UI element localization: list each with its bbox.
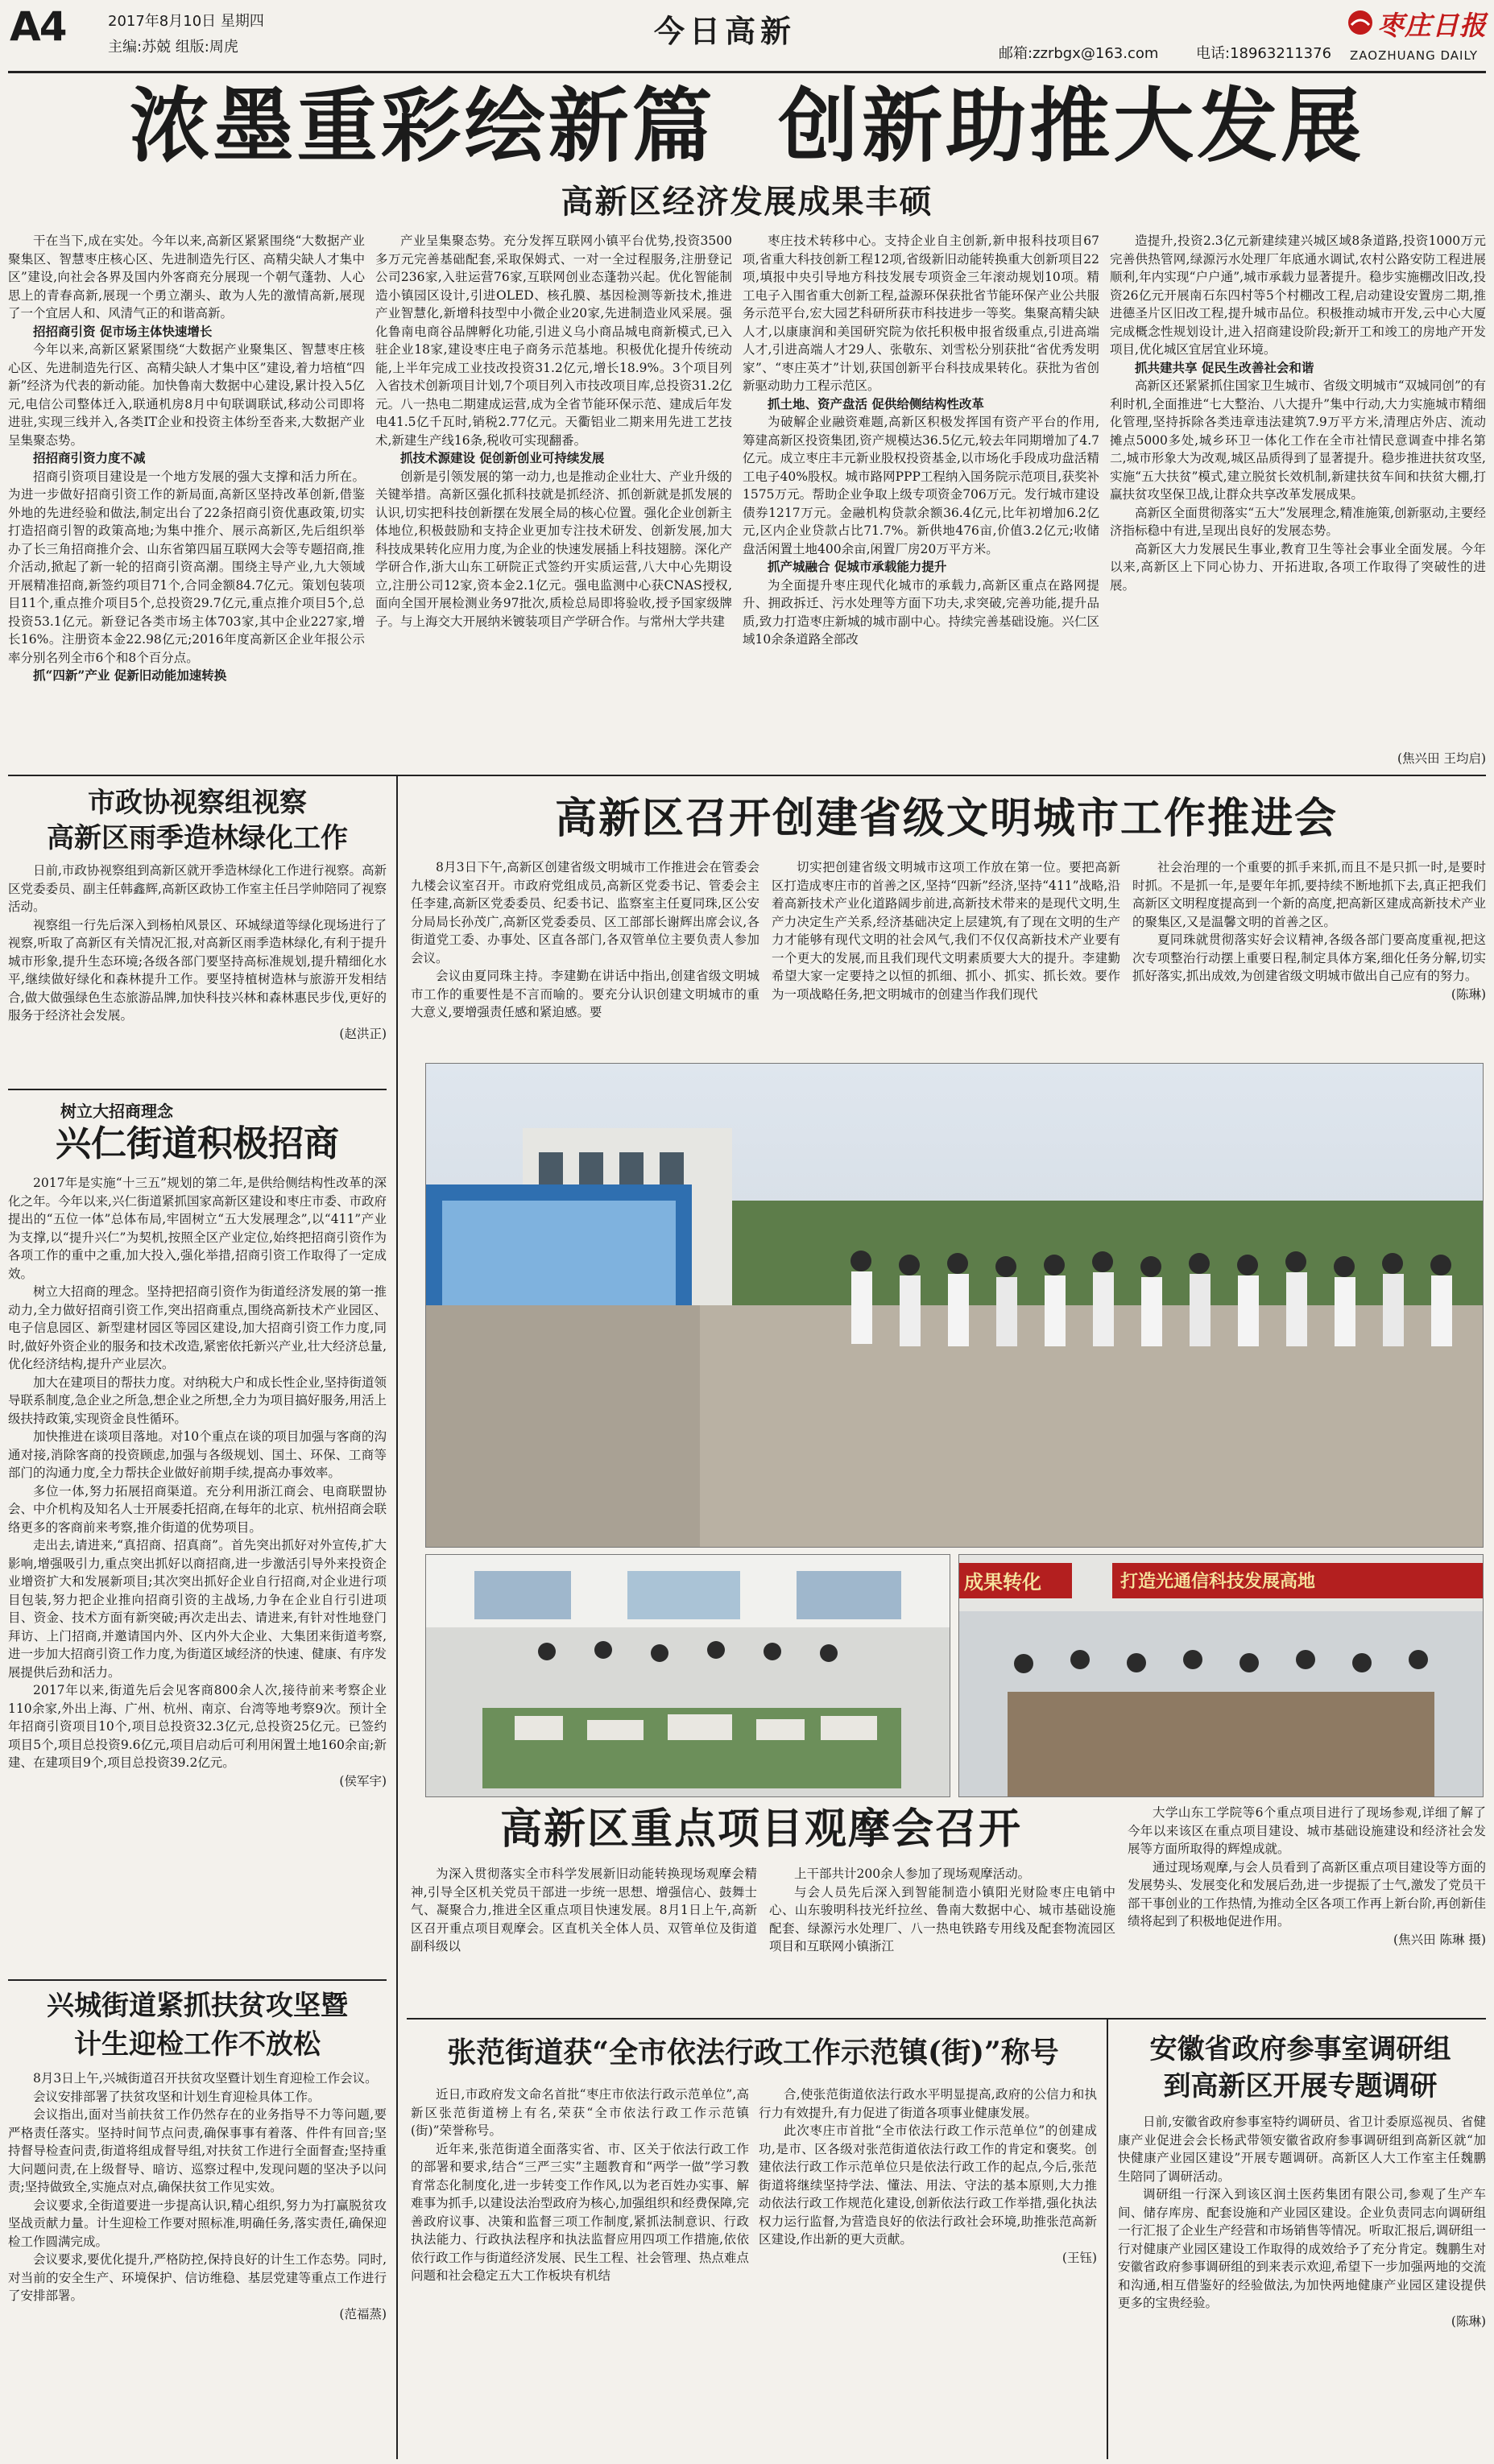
side2-headline: 兴仁街道积极招商 xyxy=(56,1123,339,1164)
masthead-email: 邮箱:zzrbgx@163.com xyxy=(999,45,1159,62)
banner-left-text: 成果转化 xyxy=(964,1570,1041,1594)
projects-col-3: 大学山东工学院等6个重点项目进行了现场参观,详细了解了今年以来该区在重点项目建设、城市基础设施建设和经济社会发展等方面所取得的辉煌成就。 通过现场观摩,与会人员看到了高新区重点项目建设等方面的发展势头、发展变化和发展后劲,进一步提振了士气,激发了党员干部干事创业的工作热情,为推动全区各项工作再上新台阶,再创新佳绩将起到了积极地促进作用。 (焦兴田 陈琳 摄) xyxy=(1128,1805,1486,1947)
lead-author: (焦兴田 王均启) xyxy=(1397,751,1486,766)
side2-divider xyxy=(8,1979,387,1981)
sun-logo-icon xyxy=(1347,9,1374,36)
meeting-col-1: 8月3日下午,高新区创建省级文明城市工作推进会在管委会九楼会议室召开。市政府党组成员,高新区党委书记、管委会主任李建,高新区党委委员、纪委书记、监察室主任夏同珠,区公安分局局长孙茂广,高新区党委委员、区工部部长谢辉出席会议,各街道党工委、办事处、区直各部门,各双管单位主要负责人参加会议。 会议由夏同珠主持。李建勤在讲话中指出,创建省级文明城市工作的重要性是不言而喻的。要充分认识创建文明城市的重大意义,要增强责任感和紧迫感。要 xyxy=(411,860,759,1019)
site-visit-photo xyxy=(425,1063,1484,1548)
meeting-headline: 高新区召开创建省级文明城市工作推进会 xyxy=(554,794,1338,843)
side3-headline-1: 兴城街道紧抓扶贫攻坚暨 xyxy=(47,1990,348,2022)
masthead xyxy=(0,0,1494,74)
lead-headline: 浓墨重彩绘新篇 创新助推大发展 xyxy=(129,78,1365,173)
lead-col-1: 干在当下,成在实处。今年以来,高新区紧紧围绕“大数据产业聚集区、智慧枣庄核心区、先进制造先行区、高精尖缺人才集中区”建设,向社会各界及国内外客商充分展现一个朝气蓬勃、人心思上的青春高新,展现一个勇立潮头、敢为人先的激情高新,展现了一个宜居人和、风清气正的和谐高新。 招招商引资 促市场主体快速增长 今年以来,高新区紧紧围绕“大数据产业聚集区、智慧枣庄核心区、先进制造先行区、高精尖缺人才集中区”建设,着力培植“四新”经济为代表的新动能。加快鲁南大数据中心建设,累计投入5亿元,电信公司整体迁入,联通机房8月中旬联调联试,移动公司即将进驻,实现三线并入,各类IT企业和投资主体纷至沓来,大数据产业呈集聚态势。 招招商引资力度不减 招商引资项目建设是一个地方发展的强大支撑和活力所在。为进一步做好招商引资工作的新局面,高新区坚持改革创新,借鉴外地的先进经验和做法,制定出台了22条招商引资优惠政策,切实打造招商引智的政策高地;为集中推介、展示高新区,先后组织举办了长三角招商推介会、山东省第四届互联网大会等专题招商,推介活动,掀起了新一轮的招商引资高潮。围绕主导产业,九大领域开展精准招商,新签约项目71个,合同金额84.7亿元。策划包装项目11个,重点推介项目5个,总投资29.7亿元,重点推介项目5个,总投资53.1亿元。新登记各类市场主体703家,其中企业227家,增长16%。注册资本金22.98亿元;2016年度高新区企业年报公示率分别名列全市6个和8个百分点。 抓“四新”产业 促新旧动能加速转换 xyxy=(8,234,365,683)
law-vertical-divider xyxy=(1107,2020,1108,2459)
side2-body: 2017年是实施“十三五”规划的第二年,是供给侧结构性改革的深化之年。今年以来,兴仁街道紧抓国家高新区建设和枣庄市委、市政府提出的“五位一体”总体布局,牢固树立“五大发展理念”,以“411”产业为支撑,以“提升兴仁”为契机,按照全区产业定位,始终把招商引资作为各项工作的重中之重,加大投入,强化举措,招商引资工作取得了一定成效。 树立大招商的理念。坚持把招商引资作为街道经济发展的第一推动力,全力做好招商引资工作,突出招商重点,围绕高新技术产业园区、电子信息园区、新型建材园区等园区建设,加大招商引资工作力度,同时,做好外资企业的服务和技术改造,紧密依托新兴产业,壮大经济总量,优化经济结构,提升产业层次。 加大在建项目的帮扶力度。对纳税大户和成长性企业,坚持街道领导联系制度,急企业之所急,想企业之所想,全力为项目搞好服务,用活上级扶持政策,实现资金良性循环。 加快推进在谈项目落地。对10个重点在谈的项目加强与客商的沟通对接,消除客商的投资顾虑,加强与各级规划、国土、环保、工商等部门的沟通力度,全力帮扶企业做好前期手续,提高办事效率。 多位一体,努力拓展招商渠道。充分利用浙江商会、电商联盟协会、中介机构及知名人士开展委托招商,在每年的北京、杭州招商会联络更多的客商前来考察,推介街道的优势项目。 走出去,请进来,“真招商、招真商”。首先突出抓好对外宣传,扩大影响,增强吸引力,重点突出抓好以商招商,进一步激活引导外来投资企业增资扩大和发展新项目;其次突出抓好企业自行招商,对企业进行项目包装,努力把企业推向招商引资的主战场,力争在企业自行引进项目、资金、技术方面有新突破;再次走出去、请进来,有针对性地登门拜访、上门招商,并邀请国内外、区内外大企业、大集团来街道考察,进一步加大招商引资工作力度,为街道区域经济的快速、健康、有序发展提供后劲和活力。 2017年以来,街道先后会见客商800余人次,接待前来考察企业110余家,外出上海、广州、杭州、南京、台湾等地考察9次。预计全年招商引资项目10个,项目总投资32.3亿元,总投资25亿元。已签约项目5个,项目总投资9.6亿元,项目启动后可利用闲置土地160余亩;新建、在建项目9个,项目总投资39.2亿元。 (侯军宇) xyxy=(8,1176,387,1788)
side3-headline-2: 计生迎检工作不放松 xyxy=(74,2028,321,2061)
paper-name: 枣庄日报 xyxy=(1377,10,1487,41)
model-display-illustration xyxy=(426,1555,950,1796)
law-col-2: 合,使张范街道依法行政水平明显提高,政府的公信力和执行力有效提升,有力促进了街道各项事业健康发展。 此次枣庄市首批“全市依法行政工作示范单位”的创建成功,是市、区各级对张范街道依法行政工作的肯定和褒奖。创建依法行政工作示范单位只是依法行政工作的起点,今后,张范街道将继续坚持学法、懂法、用法、守法的基本原则,大力推动依法行政工作规范化建设,创新依法行政工作举措,强化执法权力运行监督,为营造良好的依法行政社会环境,助推张范高新区建设,作出新的更大贡献。 (王钰) xyxy=(759,2087,1097,2265)
banner-right-text: 打造光通信科技发展高地 xyxy=(1120,1571,1316,1592)
model-display-photo xyxy=(425,1554,950,1797)
projects-col-2: 上干部共计200余人参加了现场观摩活动。 与会人员先后深入到智能制造小镇阳光财险枣庄电销中心、山东骏明科技光纤拉丝、鲁南大数据中心、城市基础设施配套、绿源污水处理厂、八一热电铁路专用线及配套物流园区项目和互联网小镇浙江 xyxy=(769,1867,1115,1953)
date-line: 2017年8月10日 星期四 xyxy=(108,13,264,30)
anhui-headline-2: 到高新区开展专题调研 xyxy=(1163,2070,1438,2102)
side1-divider xyxy=(8,1089,387,1090)
side1-body: 日前,市政协视察组到高新区就开季造林绿化工作进行视察。高新区党委委员、副主任韩鑫辉,高新区政协工作室主任吕学帅陪同了视察活动。 视察组一行先后深入到杨柏风景区、环城绿道等绿化现场进行了视察,听取了高新区有关情况汇报,对高新区雨季造林绿化,有利于提升城市形象,提升生态环境;各级各部门要坚持高标准规划,提升精细化水平,继续做好绿化和森林提升工作。要坚持植树造林与旅游开发相结合,做大做强绿色生态旅游品牌,加快科技兴林和森林惠民步伐,更好的服务于经济社会发展。 (赵洪正) xyxy=(8,863,387,1041)
projects-headline: 高新区重点项目观摩会召开 xyxy=(499,1805,1022,1854)
meeting-col-2: 切实把创建省级文明城市这项工作放在第一位。要把高新区打造成枣庄市的首善之区,坚持“四新”经济,坚持“411”战略,沿着高新技术产业化道路阔步前进,高新技术带来的是现代文明,生产力决定生产关系,经济基础决定上层建筑,有了现在文明的生产力才能够有现代文明的社会风气,我们不仅仅高新技术产业要有一个更大的发展,而且我们现代文明素质要大大的提升。李建勤希望大家一定要持之以恒的抓细、抓小、抓实、抓长效。要作为一项战略任务,把文明城市的创建当作我们现代 xyxy=(772,860,1120,1002)
page-code: A4 xyxy=(10,3,66,50)
anhui-body: 日前,安徽省政府参事室特约调研员、省卫计委原巡视员、省健康产业促进会会长杨武带领安徽省政府参事调研组到高新区就“加快健康产业园区建设”开展专题调研。高新区人大工作室主任魏鹏生陪同了调研活动。 调研组一行深入到该区润土医药集团有限公司,参观了生产车间、储存库房、配套设施和产业园区建设。企业负责同志向调研组一行汇报了企业生产经营和市场销售等情况。听取汇报后,调研组一行对健康产业园区建设工作取得的成效给予了充分肯定。魏鹏生对安徽省政府参事调研组的到来表示欢迎,希望下一步加强两地的交流和沟通,相互借鉴好的经验做法,为加快两地健康产业园区建设提供更多的宝贵经验。 (陈琳) xyxy=(1118,2115,1486,2329)
section-title: 今日高新 xyxy=(653,13,796,49)
masthead-phone: 电话:18963211376 xyxy=(1196,45,1332,62)
site-visit-illustration xyxy=(426,1064,1483,1547)
side1-headline-1: 市政协视察组视察 xyxy=(88,787,307,819)
projects-divider xyxy=(407,2018,1486,2020)
meeting-room-photo xyxy=(958,1554,1484,1797)
lead-divider xyxy=(8,775,1486,776)
paper-name-en: ZAOZHUANG DAILY xyxy=(1350,48,1478,63)
meeting-col-3: 社会治理的一个重要的抓手来抓,而且不是只抓一时,是要时时抓。不是抓一年,是要年年抓,要持续不断地抓下去,真正把我们高新区文明程度提高到一个新的高度,把高新区建成高新技术产业的聚集区,又是温馨文明的首善之区。 夏同珠就贯彻落实好会议精神,各级各部门要高度重视,把这次专项整治行动摆上重要日程,制定具体方案,细化任务分解,切实抓好落实,抓出成效,为创建省级文明城市做出自己应有的努力。 (陈琳) xyxy=(1132,860,1486,1002)
lead-subhead: 高新区经济发展成果丰硕 xyxy=(561,183,933,221)
newspaper-logo xyxy=(1347,5,1492,40)
lead-col-3: 枣庄技术转移中心。支持企业自主创新,新申报科技项目67项,省重大科技创新工程12项,省级新旧动能转换重大创新项目22项,填报中央引导地方科技发展专项资金三年滚动规划10项。精工电子入围省重大创新工程,益源环保获批省节能环保产业公共服务示范平台,宏大园艺科研所获市科技进步一等奖。集聚高精尖缺人才,以康康润和美国研究院为依托积极申报省级重点,引进高端人才,引进高端人才29人、张敬东、刘雪松分别获批“省优秀发明家”、“枣庄英才”计划,获国创新平台科技成果转化。获批为省创新驱动助力工程示范区。 抓土地、资产盘活 促供给侧结构性改革 为破解企业融资难题,高新区积极发挥国有资产平台的作用,筹建高新区投资集团,资产规模达36.5亿元,较去年同期增加了4.7亿元。成立枣庄丰元新业股权投资基金,以市场化手段成功盘活精工电子40%股权。城市路网PPP工程纳入国务院示范项目,获奖补1575万元。帮助企业争取上级专项资金706万元。发行城市建设债券1217万元。金融机构贷款余额36.4亿元,比年初增加6.2亿元,区内企业贷款占比71.7%。新供地476亩,价值3.2亿元;收储盘活闲置土地400余亩,闲置厂房20万平方米。 抓产城融合 促城市承载能力提升 为全面提升枣庄现代化城市的承载力,高新区重点在路网提升、拥政拆迁、污水处理等方面下功夫,求突破,完善功能,提升品质,致力打造枣庄新城的城市副中心。持续完善基础设施。兴仁区域10余条道路全部改 xyxy=(743,234,1099,647)
lead-col-4: 造提升,投资2.3亿元新建续建兴城区域8条道路,投资1000万元完善供热管网,绿源污水处理厂年底通水调试,农村公路安防工程进展顺利,年内实现“户户通”,城市承载力显著提升。稳步实施棚改旧改,投资26亿元开展南石东四村等5个村棚改工程,启动建设安置房二期,推进德圣片区旧改工程,提升城市品位。积极推动城市开发,云中心大厦完成概念性规划设计,进入招商建设阶段;新开工和竣工的房地产开发项目,优化城区宜居宜业环境。 抓共建共享 促民生改善社会和谐 高新区还紧紧抓住国家卫生城市、省级文明城市“双城同创”的有利时机,全面推进“七大整治、八大提升”集中行动,大力实施城市精细化管理,坚持拆除各类违章违法建筑7.9万平方米,清理店外店、流动摊点5000多处,城乡环卫一体化工作在全市社情民意调查中排名第二,城市形象大为改观,城区品质得到了显著提升。稳步推进扶贫攻坚,实施“五大扶贫”模式,建立脱贫长效机制,新建扶贫车间和扶贫大棚,打赢扶贫攻坚保卫战,让群众共享改革发展成果。 高新区全面贯彻落实“五大”发展理念,精准施策,创新驱动,主要经济指标稳中有进,呈现出良好的发展态势。 高新区大力发展民生事业,教育卫生等社会事业全面发展。今年以来,高新区上下同心协力、开拓进取,各项工作取得了突破性的进展。 xyxy=(1110,234,1486,593)
sidebar-vertical-divider xyxy=(396,776,398,2459)
lead-col-2: 产业呈集聚态势。充分发挥互联网小镇平台优势,投资3500多万元完善基础配套,采取保姆式、一对一全过程服务,注册登记公司236家,入驻运营76家,互联网创业态蓬勃兴起。优化智能制造小镇园区设计,引进OLED、核孔膜、基因检测等新技术,推进产业智慧化,新增科技型中小微企业20家,先进制造业风采展。强化鲁南电商谷品牌孵化功能,引进义乌小商品城电商新模式,已入驻企业18家,建设枣庄电子商务示范基地。积极优化提升传统动能,上半年完成工业技改投资31.2亿元,增长18.9%。3个项目列入省技术创新项目计划,7个项目列入市技改项目库,总投资31.2亿元。八一热电二期建成运营,成为全省节能环保示范、建成后年发电41.5亿千瓦时,销税2.77亿元。天衢铝业二期来用先进工艺技术,新建生产线16条,税收可实现翻番。 抓技术源建设 促创新创业可持续发展 创新是引领发展的第一动力,也是推动企业壮大、产业升级的关键举措。高新区强化抓科技就是抓经济、抓创新就是抓发展的认识,切实把科技创新摆在发展全局的核心位置。强化企业创新主体地位,积极鼓励和支持企业更加专注技术研发、创新发展,加大科技成果转化应用力度,为企业的快速发展插上科技翅膀。深化产学研合作,浙大山东工研院正式签约开实质运营,八大中心先期设立,注册公司12家,资本金2.1亿元。强电监测中心获CNAS授权,面向全国开展检测业务97批次,质检总局即将验收,授予国家级牌子。与上海交大开展纳米镀装项目产学研合作。与常州大学共建 xyxy=(375,234,732,629)
projects-col-1: 为深入贯彻落实全市科学发展新旧动能转换现场观摩会精神,引导全区机关党员干部进一步统一思想、增强信心、鼓舞士气、凝聚合力,推进全区重点项目快速发展。8月1日上午,高新区召开重点项目观摩会。区直机关全体人员、双管单位及街道副科级以 xyxy=(411,1867,757,1953)
anhui-headline-1: 安徽省政府参事室调研组 xyxy=(1149,2033,1451,2065)
side1-headline-2: 高新区雨季造林绿化工作 xyxy=(47,822,348,854)
law-headline: 张范街道获“全市依法行政工作示范镇(街)”称号 xyxy=(447,2036,1059,2069)
side2-kicker: 树立大招商理念 xyxy=(60,1102,173,1121)
side3-body: 8月3日上午,兴城街道召开扶贫攻坚暨计划生育迎检工作会议。 会议安排部署了扶贫攻坚和计划生育迎检具体工作。 会议指出,面对当前扶贫工作仍然存在的业务指导不力等问题,要严格责任落实。坚持时间节点问责,确保事事有着落、件件有回音;坚持督导检查问责,街道将组成督导组,对扶贫工作进行全面督查;坚持重大问题问责,在上级督导、暗访、巡察过程中,发现问题的坚决予以问责;坚持做致全,实施点对点,确保扶贫工作见实效。 会议要求,全街道要进一步提高认识,精心组织,努力为打赢脱贫攻坚战贡献力量。计生迎检工作要对照标准,明确任务,落实责任,确保迎检工作圆满完成。 会议要求,要优化提升,严格防控,保持良好的计生工作态势。同时,对当前的安全生产、环境保护、信访维稳、基层党建等重点工作进行了安排部署。 (范福蒸) xyxy=(8,2071,387,2321)
masthead-divider xyxy=(8,71,1486,73)
editors-line: 主编:苏兢 组版:周虎 xyxy=(108,39,238,56)
law-col-1: 近日,市政府发文命名首批“枣庄市依法行政示范单位”,高新区张范街道榜上有名,荣获“全市依法行政工作示范镇(街)”荣誉称号。 近年来,张范街道全面落实省、市、区关于依法行政工作的部署和要求,结合“三严三实”主题教育和“两学一做”学习教育常态化制度化,进一步转变工作作风,以为老百姓办实事、解难事为抓手,以建设法治型政府为核心,加强组织和经费保障,完善政府议事、决策和监督三项工作制度,紧抓法制意识、行政执法能力、行政执法程序和执法监督应用四项工作措施,依依依行政工作与街道经济发展、民生工程、社会管理、热点难点问题和社会稳定五大工作板块有机结 xyxy=(411,2087,749,2283)
